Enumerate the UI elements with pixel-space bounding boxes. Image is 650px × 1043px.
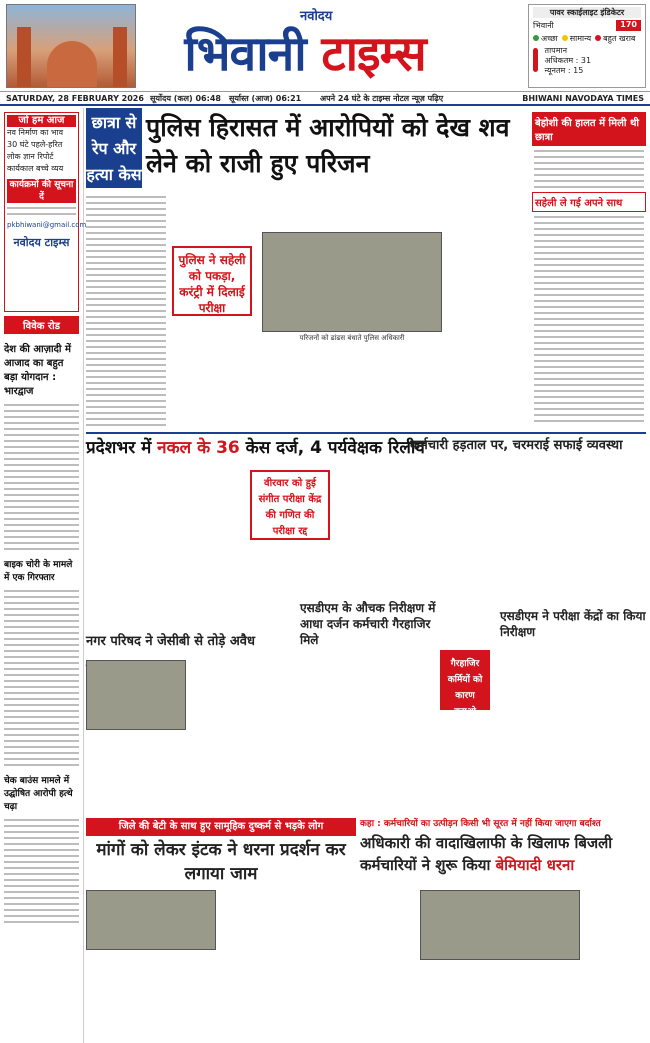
band3-right-headline-c: बेमियादी धरना xyxy=(495,856,575,874)
promo-line: कार्यकाल बच्चे व्यय xyxy=(7,164,64,173)
lead-inset: पुलिस ने सहेली को पकड़ा, करंट्री में दिलाई परीक्षा xyxy=(172,246,252,316)
promo-heading: जो हम आज xyxy=(7,115,76,127)
lead-kicker: छात्रा से रेप और हत्या केस xyxy=(86,108,142,188)
band3-headline: मांगों को लेकर इंटक ने धरना प्रदर्शन कर लगाया जाम xyxy=(96,840,346,884)
masthead-label: नवोदय xyxy=(300,9,333,24)
sun-times xyxy=(150,93,320,104)
issue-date: SATURDAY, 28 FEBRUARY 2026 xyxy=(6,93,144,103)
band3-right-headline-b: कर्मचारियों ने शुरू किया xyxy=(360,856,491,874)
lead-col-1 xyxy=(86,192,166,432)
promo-heading-2: कार्यक्रमों की सूचना दें xyxy=(7,179,76,203)
temp-min: न्यूनतम : 15 xyxy=(544,66,584,75)
band3-right-kicker: कहा : कर्मचारियों का उत्पीड़न किसी भी सूरत में नहीं किया जाएगा बर्दाश्त xyxy=(360,819,601,829)
lead-body xyxy=(86,192,526,432)
legend-good: अच्छा xyxy=(533,33,558,44)
legend-bad: बहुत खराब xyxy=(595,33,635,44)
title-main: भिवानी xyxy=(184,26,306,82)
promo-line: लोक ज्ञान रिपोर्ट xyxy=(7,152,54,161)
aqi-value: 170 xyxy=(616,20,641,31)
legend-moderate: सामान्य xyxy=(562,33,591,44)
promo-line: नव निर्माण का भाव xyxy=(7,128,64,137)
left-column xyxy=(0,108,87,1043)
lead-photo xyxy=(262,232,442,332)
band3-kicker: जिले की बेटी के साथ हुए सामूहिक दुष्कर्म से भड़के लोग xyxy=(86,818,356,836)
band2-center-headline: एसडीएम के औचक निरीक्षण में आधा दर्जन कर्मचारी गैरहाजिर मिले xyxy=(300,601,436,647)
right-box-1: बेहोशी की हालत में मिली थी छात्रा xyxy=(532,112,646,146)
band3-right-headline-a: अधिकारी की वादाखिलाफी के खिलाफ बिजली xyxy=(360,834,613,852)
band1-prefix: प्रदेशभर में xyxy=(86,438,152,458)
band2-right-headline: एसडीएम ने परीक्षा केंद्रों का किया निरीक्षण xyxy=(500,609,646,639)
promo-logo: नवोदय टाइम्स xyxy=(13,236,70,249)
date-bar xyxy=(0,92,650,106)
lead-headline: पुलिस हिरासत में आरोपियों को देख शव लेने को राजी हुए परिजन xyxy=(146,113,510,178)
promo-box xyxy=(4,112,87,312)
right-column xyxy=(528,108,650,438)
band1-right-headline: कर्मचारी हड़ताल पर, चरमराई सफाई व्यवस्था xyxy=(410,438,623,453)
sunrise-time: 06:48 xyxy=(195,93,221,103)
right-box-2: सहेली ले गई अपने साथ xyxy=(532,192,646,212)
band3-right-photo xyxy=(420,890,580,960)
band1-suffix: केस दर्ज, 4 पर्यवेक्षक रिलीव xyxy=(245,438,425,458)
edition-name: BHIWANI NAVODAYA TIMES xyxy=(522,93,644,103)
promo-email[interactable]: pkbhiwani@gmail.com xyxy=(7,221,87,229)
temple-photo xyxy=(6,4,136,88)
temp-max: अधिकतम : 31 xyxy=(544,56,592,65)
left-story-headline-2: बाइक चोरी के मामले में एक गिरफ्तार xyxy=(4,560,73,583)
band2-left-headline: नगर परिषद ने जेसीबी से तोड़े अवैध xyxy=(86,634,255,649)
weather-heading: पावर स्काईलाइट इंडिकेटर xyxy=(533,7,641,18)
ticker-text: अपने 24 घंटे के टाइम्स नोटल न्यूज़ पढ़िए xyxy=(320,93,444,103)
sunset-time: 06:21 xyxy=(275,93,302,103)
thermometer-icon xyxy=(533,48,538,72)
band2-photo xyxy=(86,660,186,730)
left-story-headline: देश की आज़ादी में आजाद का बहुत बड़ा योगदान : भारद्वाज xyxy=(4,344,71,397)
section-label: विवेक रोड xyxy=(4,316,79,334)
newspaper-title xyxy=(140,20,470,85)
sunset-label: सूर्यास्त (आज) xyxy=(228,93,273,103)
band3-right-headline xyxy=(360,832,646,876)
masthead xyxy=(0,0,650,92)
left-story-headline-3: चेक बाउंस मामले में उद्घोषित आरोपी हत्थे चढ़ा xyxy=(4,776,73,812)
promo-line: 30 घंटे पहले-हरित xyxy=(7,140,63,149)
band1-accent: नकल के 36 xyxy=(157,438,240,458)
lead-story-header xyxy=(86,108,526,188)
band2-notice: गैरहाजिर कर्मियों को कारण बताओ नोटिस xyxy=(440,650,490,710)
band3-photo xyxy=(86,890,216,950)
band1-inset: वीरवार को हुई संगीत परीक्षा केंद्र की गणित की परीक्षा रद्द xyxy=(250,470,330,540)
sunrise-label: सूर्योदय (कल) xyxy=(150,93,193,103)
weather-box xyxy=(528,4,646,88)
weather-city: भिवानी xyxy=(533,21,554,30)
title-accent: टाइम्स xyxy=(321,26,426,82)
lead-photo-caption: परिजनों को ढांढस बंधाते पुलिस अधिकारी xyxy=(299,334,405,342)
temp-label: तापमान xyxy=(544,46,568,55)
